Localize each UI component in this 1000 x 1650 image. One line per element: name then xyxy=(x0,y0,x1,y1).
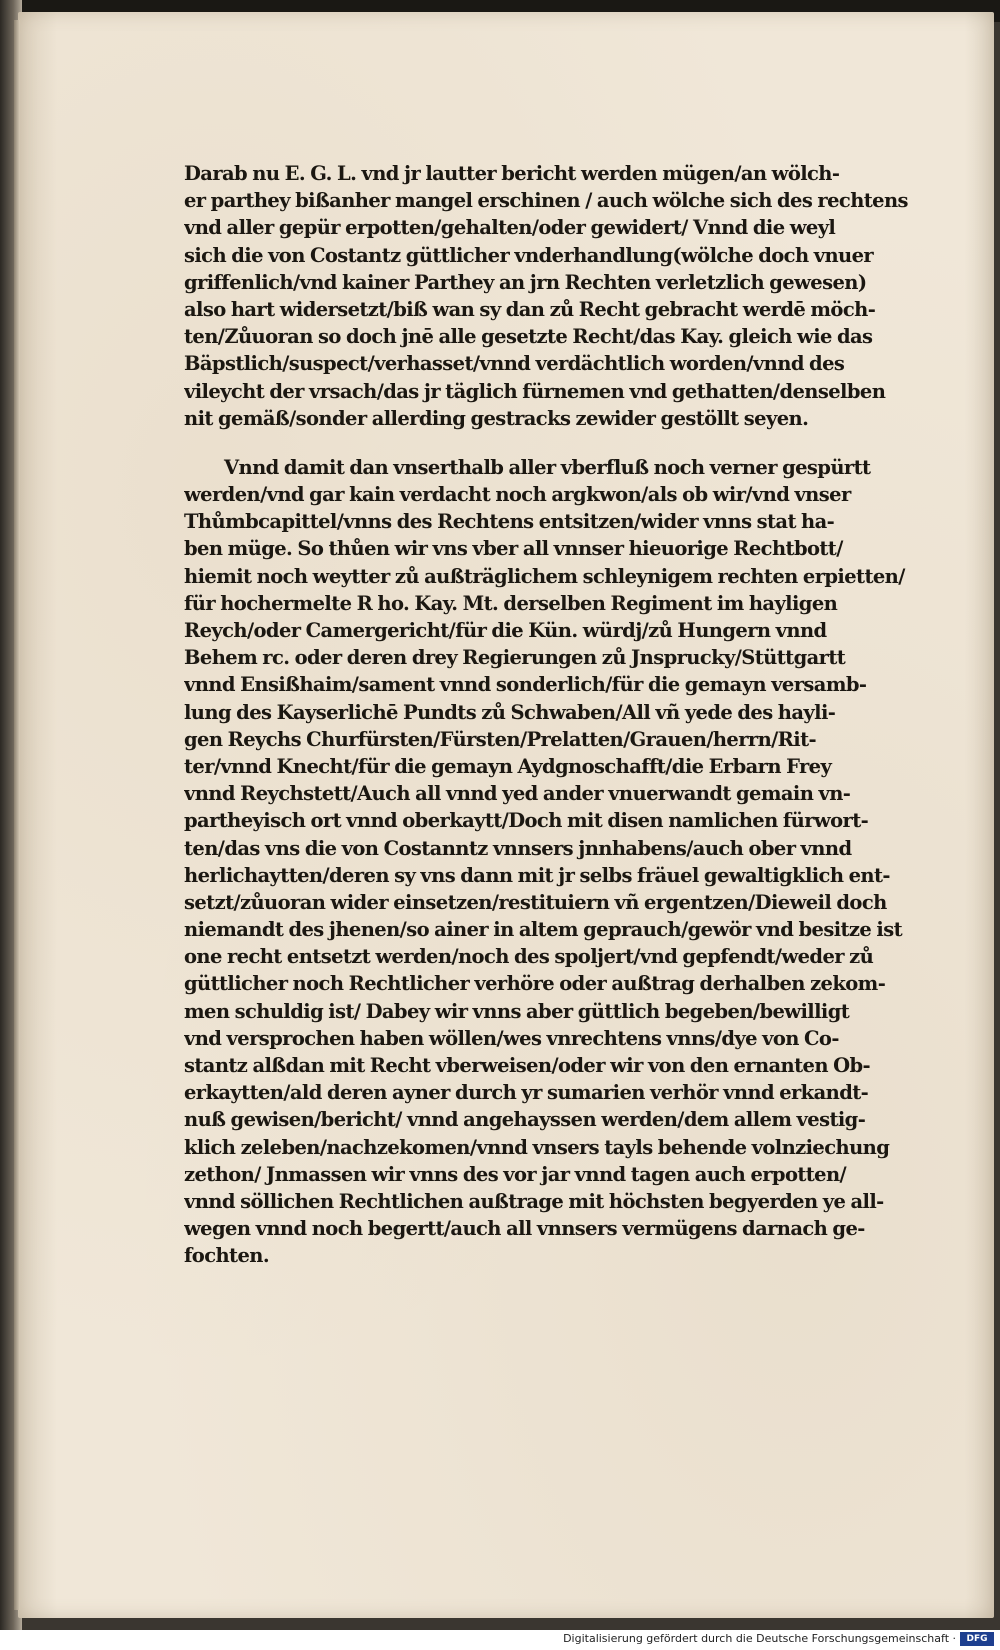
text-line: one recht entsetzt werden/noch des spoljert/vnd gepfendt/weder zů xyxy=(184,945,874,969)
paragraph xyxy=(184,160,924,432)
text-line: setzt/zůuoran wider einsetzen/restituiern vñ ergentzen/Dieweil doch xyxy=(184,890,887,914)
text-line: vnd aller gepür erpotten/gehalten/oder gewidert/ Vnnd die weyl xyxy=(184,216,836,240)
text-line: partheyisch ort vnnd oberkaytt/Doch mit disen namlichen fürwort- xyxy=(184,809,869,833)
text-line: nuß gewisen/bericht/ vnnd angehayssen werden/dem allem vestig- xyxy=(184,1108,866,1132)
text-line: stantz alßdan mit Recht vberweisen/oder wir von den ernanten Ob- xyxy=(184,1054,871,1077)
text-line: gen Reychs Churfürsten/Fürsten/Prelatten/Grauen/herrn/Rit- xyxy=(184,727,816,751)
text-line: niemandt des jhenen/so ainer in altem geprauch/gewör vnd besitze ist xyxy=(184,918,902,942)
text-line: sich die von Costantz güttlicher vnderhandlung(wölche doch vnuer xyxy=(184,243,874,267)
text-line: fochten. xyxy=(184,1244,270,1268)
text-line: werden/vnd gar kain verdacht noch argkwon/als ob wir/vnd vnser xyxy=(184,483,851,507)
paragraph xyxy=(184,454,924,1270)
text-line: ten/das vns die von Costanntz vnnsers jnnhabens/auch ober vnnd xyxy=(184,836,852,860)
text-line: Behem rc. oder deren drey Regierungen zů Jnsprucky/Stüttgartt xyxy=(184,646,846,670)
page-edge xyxy=(14,20,20,1610)
text-line: klich zeleben/nachzekomen/vnnd vnsers tayls behende volnziechung xyxy=(184,1135,890,1159)
text-line: hiemit noch weytter zů außträglichem schleynigem rechten erpietten/ xyxy=(184,564,905,588)
page-text xyxy=(184,160,924,1270)
text-line: vnd versprochen haben wöllen/wes vnrechtens vnns/dye von Co- xyxy=(184,1026,839,1050)
text-line: ten/Zůuoran so doch jnē alle gesetzte Recht/das Kay. gleich wie das xyxy=(184,325,873,349)
text-line: Vnnd damit dan vnserthalb aller vberfluß noch verner gespürtt xyxy=(224,455,871,479)
text-line: Thůmbcapittel/vnns des Rechtens entsitzen/wider vnns stat ha- xyxy=(184,510,835,534)
text-line: vnnd Ensißhaim/sament vnnd sonderlich/für die gemayn versamb- xyxy=(184,673,867,697)
text-line: ben müge. So thůen wir vns vber all vnnser hieuorige Rechtbott/ xyxy=(184,537,843,561)
text-line: nit gemäß/sonder allerding gestracks zewider gestöllt seyen. xyxy=(184,406,809,430)
text-line: men schuldig ist/ Dabey wir vnns aber güttlich begeben/bewilligt xyxy=(184,999,850,1023)
text-line: vileycht der vrsach/das jr täglich fürnemen vnd gethatten/denselben xyxy=(184,379,886,403)
text-line: Reych/oder Camergericht/für die Kün. würdj/zů Hungern vnnd xyxy=(184,619,827,642)
text-line: zethon/ Jnmassen wir vnns des vor jar vnnd tagen auch erpotten/ xyxy=(184,1162,847,1186)
text-line: erkaytten/ald deren ayner durch yr sumarien verhör vnnd erkandt- xyxy=(184,1081,869,1105)
text-line: lung des Kayserlichē Pundts zů Schwaben/All vñ yede des hayli- xyxy=(184,700,836,724)
text-line: herlichaytten/deren sy vns dann mit jr selbs fräuel gewaltigklich ent- xyxy=(184,863,890,887)
text-line: vnnd söllichen Rechtlichen außtrage mit höchsten begyerden ye all- xyxy=(184,1189,884,1213)
text-line: er parthey bißanher mangel erschinen / auch wölche sich des rechtens xyxy=(184,189,908,213)
funding-credit: Digitalisierung gefördert durch die Deutsche Forschungsgemeinschaft · xyxy=(563,1632,956,1645)
text-line: Darab nu E. G. L. vnd jr lautter bericht werden mügen/an wölch- xyxy=(184,162,840,185)
text-line: griffenlich/vnd kainer Parthey an jrn Rechten verletzlich gewesen) xyxy=(184,270,867,294)
text-line: wegen vnnd noch begertt/auch all vnnsers vermügens darnach ge- xyxy=(184,1217,865,1241)
dfg-logo: DFG xyxy=(960,1632,994,1646)
text-line: Bäpstlich/suspect/verhasset/vnnd verdächtlich worden/vnnd des xyxy=(184,352,845,376)
text-line: güttlicher noch Rechtlicher verhöre oder außtrag derhalben zekom- xyxy=(184,972,886,996)
text-line: vnnd Reychstett/Auch all vnnd yed ander vnuerwandt gemain vn- xyxy=(184,782,851,806)
text-line: also hart widersetzt/biß wan sy dan zů Recht gebracht werdē möch- xyxy=(184,297,876,321)
text-line: für hochermelte R ho. Kay. Mt. derselben Regiment im hayligen xyxy=(184,591,838,615)
text-line: ter/vnnd Knecht/für die gemayn Aydgnoschafft/die Erbarn Frey xyxy=(184,754,832,778)
paragraph-gap xyxy=(184,432,924,454)
